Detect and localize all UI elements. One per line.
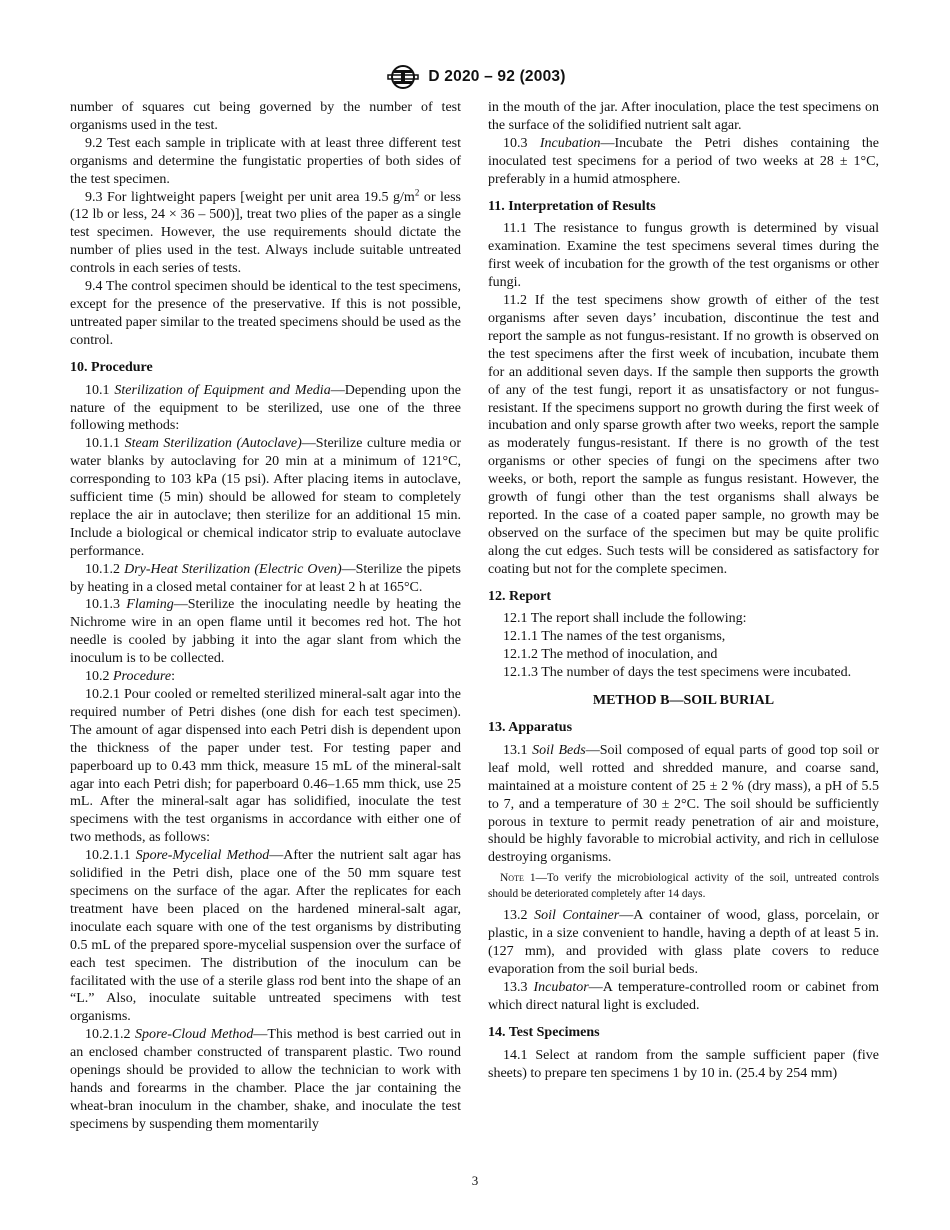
paragraph-13-3: 13.3 Incubator—A temperature-controlled room or cabinet from which direct natural light is excluded. (488, 979, 879, 1013)
paragraph-10-1-1: 10.1.1 Steam Sterilization (Autoclave)—Sterilize culture media or water blanks by autoclaving for 20 min at a minimum of 121°C, corresponding to 103 kPa (15 psi). After placing items in autoclave, sufficient time (5 min) should be allowed for steam to completely replace the air in autoclave; then sterilize for an additional 15 min. Include a biological or chemical indicator strip to evaluate autoclave performance. (70, 436, 462, 559)
paragraph-12-1: 12.1 The report shall include the following: (503, 611, 747, 627)
paragraph-10-1-3: 10.1.3 Flaming—Sterilize the inoculating needle by heating the Nichrome wire in an open flame until it becomes red hot. The hot needle is cooled by jabbing it into the agar slant from which the inoculum is to be collected. (70, 597, 461, 667)
note-1: Note 1—To verify the microbiological activity of the soil, untreated controls should be deteriorated completely after 14 days. (488, 872, 879, 900)
paragraph-continuation-right: in the mouth of the jar. After inoculation, place the test specimens on the surface of the solidified nutrient salt agar. (488, 100, 879, 133)
left-column (70, 99, 461, 1134)
paragraph-continuation: number of squares cut being governed by the number of test organisms used in the test. (70, 100, 461, 133)
paragraph-12-1-2: 12.1.2 The method of inoculation, and (503, 647, 718, 663)
section-heading-10: 10. Procedure (70, 359, 153, 375)
page-header (0, 60, 950, 94)
section-heading-11: 11. Interpretation of Results (488, 198, 656, 214)
method-b-heading: METHOD B—SOIL BURIAL (592, 693, 775, 709)
paragraph-13-1: 13.1 Soil Beds—Soil composed of equal parts of good top soil or leaf mold, well rotted and shredded manure, and coarse sand, maintained at a moisture content of 25 ± 2 % (dry mass), a pH of 5.5 to 7, and a temperature of 30 ± 2°C. The soil should be sufficiently porous in texture to permit ready penetration of air and moisture, should be highly favorable to microbial activity, and rich in cellulose destroying organisms. (488, 742, 879, 866)
paragraph-11-1: 11.1 The resistance to fungus growth is determined by visual examination. Examine the test specimens several times during the first week of incubation for the growth of the test organisms or other fungi. (488, 221, 879, 291)
paragraph-9-2: 9.2 Test each sample in triplicate with at least three different test organisms and determine the fungistatic properties of both sides of the test specimen. (70, 135, 461, 187)
paragraph-9-4: 9.4 The control specimen should be identical to the test specimens, except for the presence of the preservative. If this is not possible, untreated paper similar to the treated specimens should be used as the control. (70, 279, 461, 348)
page-number: 3 (471, 1173, 479, 1188)
paragraph-10-1: 10.1 Sterilization of Equipment and Media—Depending upon the nature of the equipment to be sterilized, use one of the three following methods: (70, 382, 462, 434)
paragraph-10-2: 10.2 Procedure: (85, 669, 175, 685)
paragraph-9-3: 9.3 For lightweight papers [weight per unit area 19.5 $g/m^2$ or less (12 lb or less, 24 × 36 – 500)], treat two plies of the paper as a single test specimen. However, the use requirements should dictate the number of plies used in the test. Always include suitable untreated controls in each series of tests. (70, 186, 462, 277)
paragraph-10-2-1: 10.2.1 Pour cooled or remelted sterilized mineral-salt agar into the required number of Petri dishes (one dish for each test specimen). The amount of agar dispensed into each Petri dish is dependent upon the thickness of the paper under test. For testing paper and paperboard up to 0.43 mm thick, measure 15 mL of the mineral-salt agar into each Petri dish; for paperboard 0.46–1.65 mm thick, use 25 mL. After the mineral-salt agar has solidified, inoculate the test specimens with the test organisms in accordance with either one of two methods, as follows: (70, 687, 461, 846)
section-heading-14: 14. Test Specimens (488, 1024, 600, 1040)
paragraph-12-1-3: 12.1.3 The number of days the test specimens were incubated. (503, 665, 852, 681)
astm-logo-icon (384, 62, 422, 92)
paragraph-10-1-2: 10.1.2 Dry-Heat Sterilization (Electric Oven)—Sterilize the pipets by heating in a closed metal container for at least 2 h at 165°C. (70, 561, 461, 595)
right-column (488, 99, 879, 1082)
paragraph-13-2: 13.2 Soil Container—A container of wood, glass, porcelain, or plastic, in a size convenient to handle, having a depth of at least 5 in. (127 mm), and provided with glass plate covers to reduce evaporation from the soil burial beds. (488, 908, 879, 977)
paragraph-11-2: 11.2 If the test specimens show growth of either of the test organisms after seven days’ incubation, discontinue the test and report the sample as not fungus-resistant. If no growth is observed on the test specimens after the first week of incubation, incubate them for an additional seven days. If the sample then supports the growth of any of the test fungi, report it as unsatisfactory or not fungus-resistant. If the specimens support no growth during the first week of incubation and only sparse growth after two weeks, report the sample as moderately fungus-resistant. If there is no growth of the test organisms or other species of fungi on the specimens after two weeks, or both, report the sample as fungus resistant. However, the growth of fungi other than the test organisms shall always be reported. In the case of a coated paper sample, no growth may be observed on the surface of the specimen but may be quite prolific along the cut edges. Such tests will be considered as satisfactory for coating but not for the complete specimen. (488, 293, 879, 577)
paragraph-10-2-1-2: 10.2.1.2 Spore-Cloud Method—This method is best carried out in an enclosed chamber constructed of transparent plastic. Two round openings should be provided to allow the technician to work with hands and forearms in the chamber. Place the jar containing the wheat-bran inoculum in the chamber, shake, and inoculate the test specimens by suspending them momentarily (70, 1027, 461, 1132)
paragraph-10-3: 10.3 Incubation—Incubate the Petri dishes containing the inoculated test specimens for a period of two weeks at 28 ± 1°C, preferably in a humid atmosphere. (488, 135, 879, 187)
section-heading-12: 12. Report (488, 588, 551, 604)
paragraph-12-1-1: 12.1.1 The names of the test organisms, (503, 629, 726, 645)
paragraph-14-1: 14.1 Select at random from the sample sufficient paper (five sheets) to prepare ten specimens 1 by 10 in. (25.4 by 254 mm) (488, 1047, 879, 1081)
document-designation: D 2020 – 92 (2003) (428, 68, 566, 85)
section-heading-13: 13. Apparatus (488, 720, 573, 735)
paragraph-10-2-1-1: 10.2.1.1 Spore-Mycelial Method—After the nutrient salt agar has solidified in the Petri dish, place one of the 50 mm square test specimens on the surface of the agar. After the replicates for each treatment have been placed on the hardened mineral-salt agar, inoculate each square with one of the test organisms by distributing 0.5 mL of the prepared spore-mycelial suspension over the surface of each test specimen. The distribution of the inoculum can be facilitated with the use of a sterile glass rod bent into the shape of an “L.” Also, inoculate suitable untreated specimens with test organisms. (70, 848, 462, 1025)
